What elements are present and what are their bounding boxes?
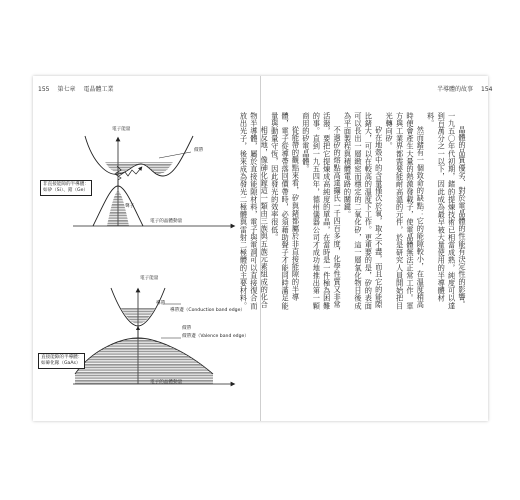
top-y-axis-label: 電子能量 (112, 127, 131, 132)
bottom-valence-label: 價帶邊（Valence band edge） (182, 334, 249, 339)
top-x-axis-label: 電子的晶體動量 (150, 219, 183, 224)
top-gap-leader (159, 152, 191, 158)
left-chapter: 第七章 (57, 86, 76, 93)
top-figure (73, 136, 233, 226)
body-paragraph: 晶體的品質優劣、對於電晶體的性能有決定性的影響。一九五〇年代初期，鍺的提煉技術已相當成熟，純度可以達到百萬分之一以下，因此成為最早被大量使用的半導體材料。 (426, 112, 467, 310)
body-paragraph: 從能帶的觀點來看，矽與鍺都屬於非直接能隙的半導體，電子從導帶落回價帶時，必須藉助聲子才能同時滿足能量與動量守恆，因此發光的效率很低。 (270, 112, 301, 310)
left-chapter-title: 電晶體工業 (83, 86, 114, 93)
top-caption-box (40, 180, 92, 196)
right-page-number: 154 (481, 86, 493, 93)
bottom-conduction-fill (121, 308, 155, 324)
body-paragraph: 相反地，像砷化鎵這一類由三族與五族元素組成的化合物半導體，屬於直接能隙材料，電子與電洞可以直接復合而放出光子，後來成為發光二極體與雷射二極體的主要材料。 (239, 112, 270, 310)
left-page-number: 155 (38, 86, 50, 93)
bottom-conduction-label: 導帶邊（Conduction band edge） (170, 308, 246, 313)
right-page-body-text (239, 112, 467, 312)
bottom-caption-line1: 直接能隙的半導體： (41, 355, 83, 360)
body-paragraph: 矽在地殼中的含量僅次於氧，取之不盡，而且它的能隙比鍺大，可以在較高的溫度下工作。更重要的是，矽的表面可以長出一層緻密而穩定的二氧化矽，這一層氧化物日後成為平面製程與積體電路的關鍵。 (343, 112, 384, 310)
bottom-caption-box (38, 353, 85, 369)
top-caption-line2: 如矽（Si）、鍺（Ge） (43, 188, 89, 193)
top-conduction-fill (105, 162, 173, 174)
body-paragraph: 然而鍺有一個致命的缺點：它的能隙較小，在溫度稍高時便會產生大量的熱激發載子，使電晶體無法正常工作。軍方與工業界都需要能耐高溫的元件，於是研究人員開始把目光轉向矽。 (385, 112, 426, 310)
top-phonon-label: 聲子 (125, 204, 135, 209)
right-book-title: 半導體的故事 (437, 86, 474, 93)
bottom-valence-fill (75, 338, 213, 384)
bottom-caption-line2: 如砷化鎵（GaAs） (41, 361, 81, 366)
bottom-y-axis-label: 電子能量 (140, 276, 159, 281)
body-paragraph: 不過矽的熔點高達攝氏一千四百多度，化學性質又非常活潑，要把它提煉成高純度的單晶，在當時是一件極為困難的事。直到一九五四年，德州儀器公司才成功地推出第一顆商用的矽電晶體。 (301, 112, 343, 310)
top-caption-line1: 非直接能隙的半導體： (43, 182, 89, 187)
bottom-x-axis-label: 電子的晶體動量 (150, 380, 183, 385)
top-gap-label: 價帶 (194, 148, 204, 153)
bottom-valence-short: 價帶 (182, 326, 192, 331)
bottom-conduction-short: 導帶 (156, 301, 166, 306)
